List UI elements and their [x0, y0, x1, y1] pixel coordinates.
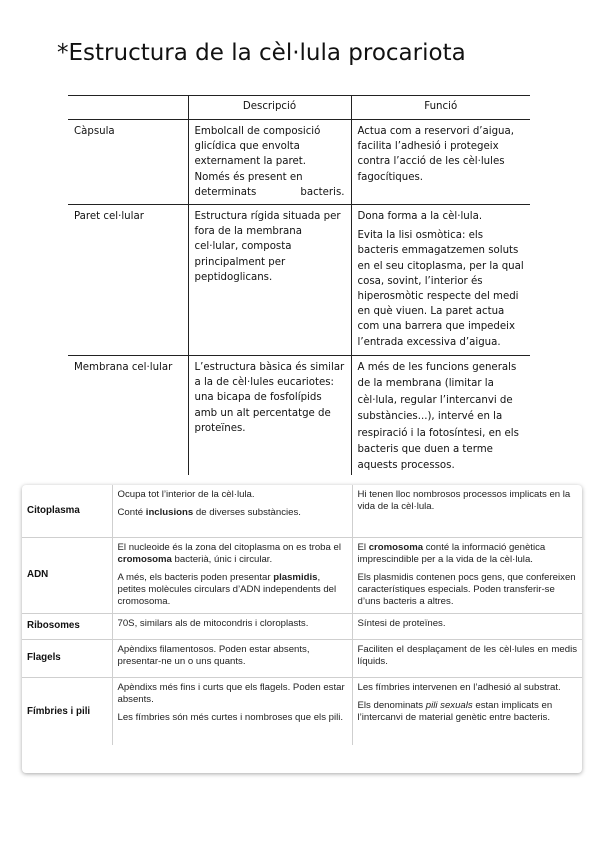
row-name: Membrana cel·lular	[68, 356, 188, 475]
row-name: Citoplasma	[22, 485, 112, 537]
row-name: ADN	[22, 537, 112, 613]
table-row	[22, 639, 582, 677]
header-function: Funció	[351, 96, 530, 120]
table-row	[22, 537, 582, 613]
row-description: Apèndixs més fins i curts que els flagels. Poden estar absents. Les fímbries són més curtes i nombroses que els pili.	[112, 677, 352, 745]
row-description: El nucleoide és la zona del citoplasma on es troba el cromosoma bacterià, únic i circular. A més, els bacteris poden presentar plasmidis, petites molècules circulars d’ADN independents del cromosoma.	[112, 537, 352, 613]
row-description: L’estructura bàsica és similar a la de cèl·lules eucariotes: una bicapa de fosfolípids amb un alt percentatge de proteïnes.	[188, 356, 351, 475]
row-function: Síntesi de proteïnes.	[357, 617, 446, 629]
row-description: Embolcall de composició glicídica que envolta externament la paret. Només és present en determinats bacteris.	[188, 120, 351, 205]
row-description: 70S, similars als de mitocondris i cloroplasts.	[112, 613, 352, 639]
row-function: Actua com a reservori d’aigua, facilita l’adhesió i protegeix contra l’acció de les cèl·lules fagocítiques.	[351, 120, 530, 205]
row-name: Fímbries i pili	[22, 677, 112, 745]
row-description: Apèndixs filamentosos. Poden estar absents, presentar-ne un o uns quants.	[112, 639, 352, 677]
table-row	[68, 120, 530, 205]
row-name: Càpsula	[68, 120, 188, 205]
page-title: *Estructura de la cèl·lula procariota	[57, 40, 466, 66]
table-row	[68, 356, 530, 475]
row-description: Ocupa tot l’interior de la cèl·lula. Conté inclusions de diverses substàncies.	[112, 485, 352, 537]
row-function: El cromosoma conté la informació genètica imprescindible per a la vida de la cèl·lula. Els plasmidis contenen pocs gens, que confereixen característiques especials. Poden transferir-se d’uns bacteris a altres.	[357, 541, 576, 608]
table-row	[22, 613, 582, 639]
row-description: Estructura rígida situada per fora de la membrana cel·lular, composta principalment per peptidoglicans.	[188, 205, 351, 356]
row-name: Ribosomes	[22, 613, 112, 639]
row-function: Les fímbries intervenen en l’adhesió al substrat. Els denominats pili sexuals estan implicats en l’intercanvi de material genètic entre bacteris.	[357, 681, 561, 723]
structure-table-bottom	[22, 485, 582, 773]
row-function: Faciliten el desplaçament de les cèl·lules en medis líquids.	[357, 643, 577, 667]
structure-table-top	[68, 95, 530, 475]
table-header-row	[68, 96, 530, 120]
header-description: Descripció	[188, 96, 351, 120]
row-name: Flagels	[22, 639, 112, 677]
row-function: Dona forma a la cèl·lula. Evita la lisi osmòtica: els bacteris emmagatzemen soluts en el seu citoplasma, per la qual cosa, sovint, l’interior és hiperosmòtic respecte del medi en què viuen. La paret actua com una barrera que impedeix l’entrada excessiva d’aigua.	[351, 205, 530, 356]
row-name: Paret cel·lular	[68, 205, 188, 356]
row-function: Hi tenen lloc nombrosos processos implicats en la vida de la cèl·lula.	[357, 489, 571, 513]
structure-table-bottom-grid	[22, 485, 582, 745]
row-function: A més de les funcions generals de la membrana (limitar la cèl·lula, regular l’intercanvi de substàncies...), intervé en la respiració i la fotosíntesi, en els bacteris que duen a terme aquests processos.	[357, 362, 519, 472]
table-row	[22, 485, 582, 537]
table-row	[22, 677, 582, 745]
table-row	[68, 205, 530, 356]
header-blank	[68, 96, 188, 120]
